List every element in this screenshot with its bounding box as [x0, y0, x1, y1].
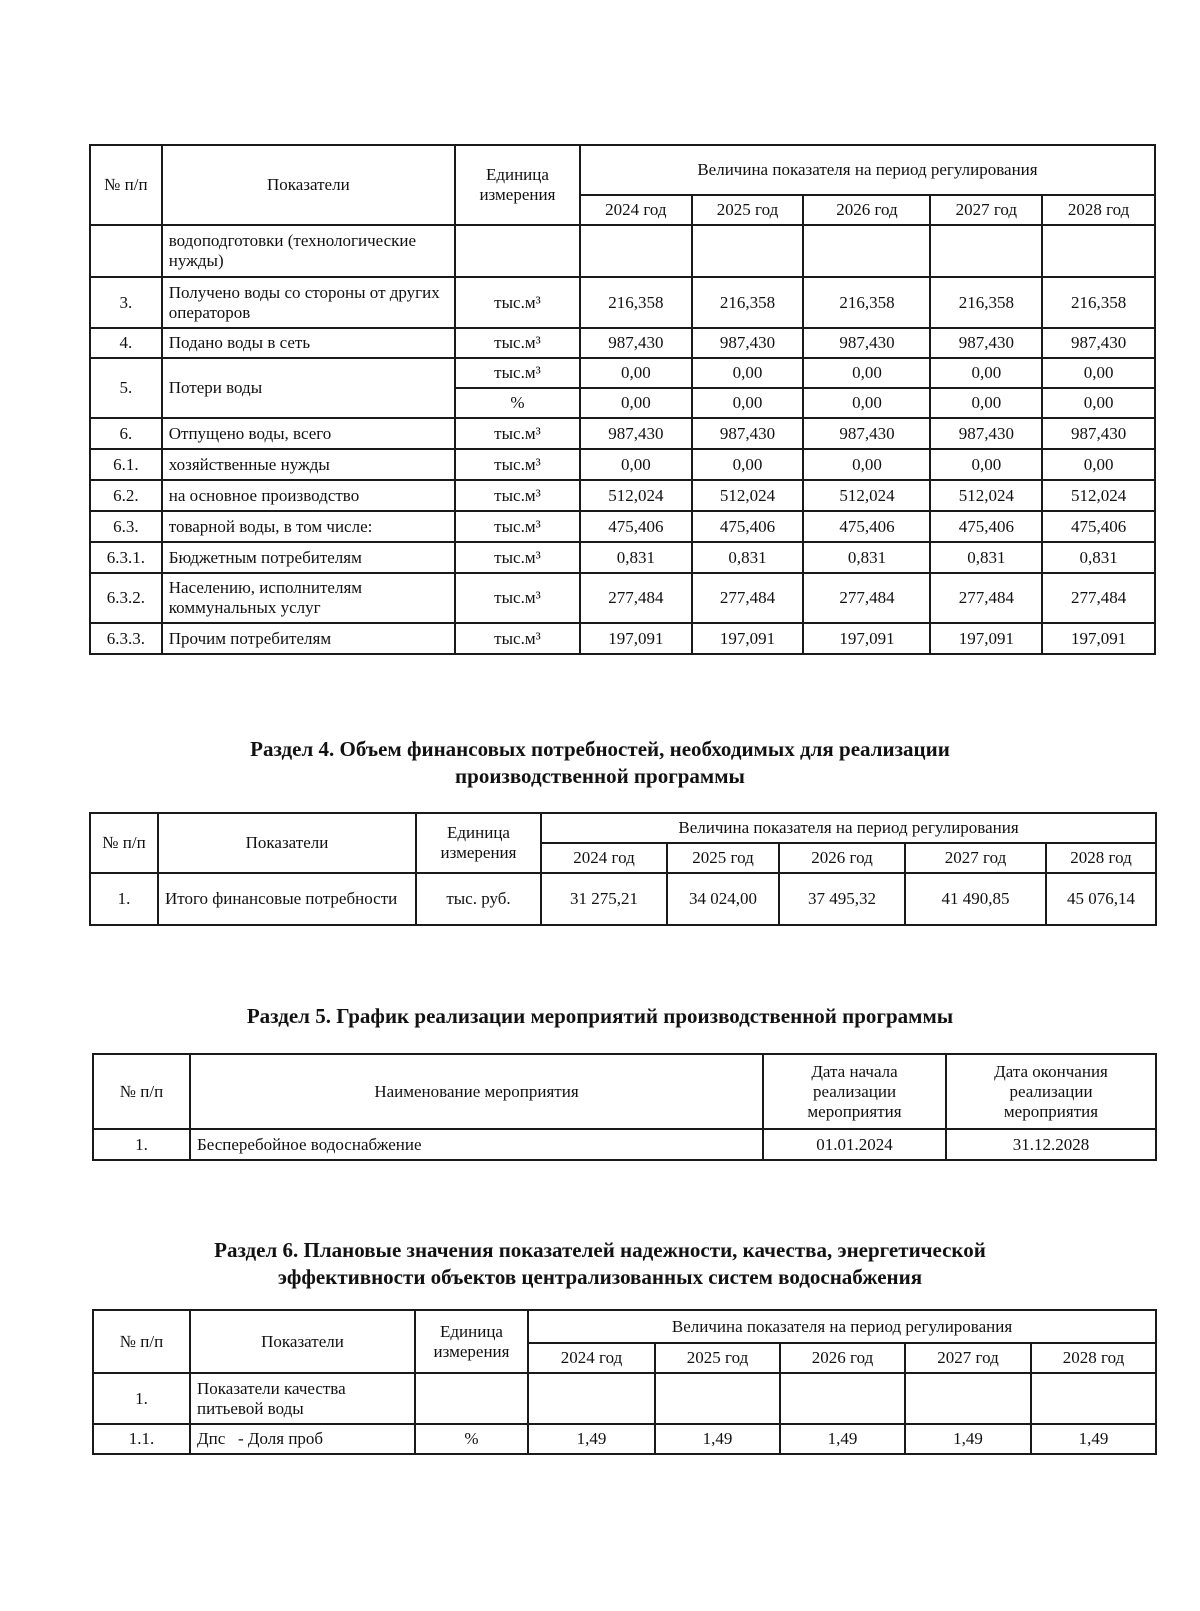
row-unit: тыс.м³ — [455, 277, 580, 328]
row-value — [528, 1373, 655, 1424]
row-value: 197,091 — [1042, 623, 1155, 654]
row-value: 216,358 — [1042, 277, 1155, 328]
section6-title-line2: эффективности объектов централизованных систем водоснабжения — [277, 1265, 923, 1289]
row-unit: тыс.м³ — [455, 511, 580, 542]
row-value: 197,091 — [580, 623, 692, 654]
row-value: 0,831 — [692, 542, 804, 573]
row-unit: тыс. руб. — [416, 873, 541, 925]
row-name: водоподготовки (технологические нужды) — [162, 225, 455, 277]
row-value: 197,091 — [692, 623, 804, 654]
row-value: 0,00 — [930, 449, 1042, 480]
row-value: 987,430 — [692, 328, 804, 358]
row-value: 475,406 — [930, 511, 1042, 542]
row-value: 512,024 — [930, 480, 1042, 511]
header-activity-name: Наименование мероприятия — [190, 1054, 763, 1129]
section5-title-text: Раздел 5. График реализации мероприятий производственной программы — [246, 1004, 954, 1028]
row-value: 0,831 — [803, 542, 930, 573]
row-value: 0,00 — [580, 358, 692, 388]
row-name: Потери воды — [162, 358, 455, 418]
row-unit: тыс.м³ — [455, 358, 580, 388]
row-value: 0,831 — [1042, 542, 1155, 573]
table-row — [90, 573, 1155, 623]
header-year: 2027 год — [930, 195, 1042, 225]
header-unit: Единица измерения — [415, 1310, 528, 1373]
table-row — [90, 277, 1155, 328]
header-start-date: Дата начала реализации мероприятия — [763, 1054, 946, 1129]
row-name: Бесперебойное водоснабжение — [190, 1129, 763, 1160]
row-value: 37 495,32 — [779, 873, 905, 925]
row-value — [692, 225, 804, 277]
header-indicator: Показатели — [190, 1310, 415, 1373]
row-value: 0,831 — [580, 542, 692, 573]
header-year: 2024 год — [528, 1343, 655, 1373]
row-num: 6.3.3. — [90, 623, 162, 654]
header-year: 2026 год — [803, 195, 930, 225]
section4-title — [0, 736, 1200, 790]
row-end-date: 31.12.2028 — [946, 1129, 1156, 1160]
table-row — [93, 1373, 1156, 1424]
header-year: 2028 год — [1046, 843, 1156, 873]
header-unit: Единица измерения — [416, 813, 541, 873]
row-value: 0,00 — [1042, 358, 1155, 388]
row-value: 475,406 — [580, 511, 692, 542]
row-num: 1. — [93, 1373, 190, 1424]
row-value: 45 076,14 — [1046, 873, 1156, 925]
header-unit: Единица измерения — [455, 145, 580, 225]
table-row — [93, 1129, 1156, 1160]
row-value: 0,00 — [803, 358, 930, 388]
row-name: Показатели качества питьевой воды — [190, 1373, 415, 1424]
row-value: 0,00 — [692, 358, 804, 388]
row-unit: тыс.м³ — [455, 542, 580, 573]
row-value: 0,00 — [580, 388, 692, 418]
row-value: 1,49 — [1031, 1424, 1156, 1454]
header-year: 2024 год — [541, 843, 667, 873]
row-name: хозяйственные нужды — [162, 449, 455, 480]
section4-title-line1: Раздел 4. Объем финансовых потребностей, необходимых для реализации — [250, 737, 950, 761]
table-row — [90, 480, 1155, 511]
row-value: 0,00 — [1042, 388, 1155, 418]
row-value: 0,00 — [930, 388, 1042, 418]
row-unit: тыс.м³ — [455, 328, 580, 358]
row-num: 4. — [90, 328, 162, 358]
header-num: № п/п — [93, 1054, 190, 1129]
row-name: Бюджетным потребителям — [162, 542, 455, 573]
table-row — [90, 873, 1156, 925]
row-num: 6.1. — [90, 449, 162, 480]
table-row — [90, 328, 1155, 358]
row-value: 987,430 — [1042, 328, 1155, 358]
section6-title — [0, 1237, 1200, 1291]
row-value: 277,484 — [580, 573, 692, 623]
row-value — [655, 1373, 780, 1424]
row-value: 216,358 — [803, 277, 930, 328]
header-value-title: Величина показателя на период регулирования — [528, 1310, 1156, 1343]
row-value: 1,49 — [655, 1424, 780, 1454]
row-unit — [415, 1373, 528, 1424]
table-row — [90, 449, 1155, 480]
header-year: 2027 год — [905, 1343, 1031, 1373]
header-end-date: Дата окончания реализации мероприятия — [946, 1054, 1156, 1129]
row-value: 1,49 — [905, 1424, 1031, 1454]
row-value: 475,406 — [692, 511, 804, 542]
row-value: 277,484 — [1042, 573, 1155, 623]
header-year: 2028 год — [1042, 195, 1155, 225]
row-unit: тыс.м³ — [455, 449, 580, 480]
row-value: 0,00 — [1042, 449, 1155, 480]
header-indicator: Показатели — [158, 813, 416, 873]
header-num: № п/п — [90, 145, 162, 225]
row-value: 987,430 — [803, 418, 930, 449]
row-value: 31 275,21 — [541, 873, 667, 925]
row-value: 0,00 — [692, 388, 804, 418]
row-unit: % — [415, 1424, 528, 1454]
row-num: 3. — [90, 277, 162, 328]
section4-title-line2: производственной программы — [455, 764, 745, 788]
row-value: 216,358 — [580, 277, 692, 328]
row-value: 987,430 — [1042, 418, 1155, 449]
table-row — [93, 1424, 1156, 1454]
row-value: 0,00 — [930, 358, 1042, 388]
row-value: 987,430 — [803, 328, 930, 358]
row-value: 987,430 — [930, 418, 1042, 449]
row-num: 1. — [93, 1129, 190, 1160]
row-name: Подано воды в сеть — [162, 328, 455, 358]
row-value — [930, 225, 1042, 277]
row-value: 277,484 — [692, 573, 804, 623]
row-value: 1,49 — [780, 1424, 905, 1454]
row-value: 987,430 — [692, 418, 804, 449]
row-value: 197,091 — [803, 623, 930, 654]
water-balance-table — [89, 144, 1156, 655]
financial-needs-table — [89, 812, 1157, 926]
header-value-title: Величина показателя на период регулирования — [541, 813, 1156, 843]
row-value — [905, 1373, 1031, 1424]
row-start-date: 01.01.2024 — [763, 1129, 946, 1160]
schedule-table — [92, 1053, 1157, 1161]
row-value: 1,49 — [528, 1424, 655, 1454]
row-value: 0,00 — [580, 449, 692, 480]
header-value-title: Величина показателя на период регулирования — [580, 145, 1155, 195]
row-name: Населению, исполнителям коммунальных услуг — [162, 573, 455, 623]
table-row — [90, 511, 1155, 542]
row-unit: тыс.м³ — [455, 418, 580, 449]
row-name: Прочим потребителям — [162, 623, 455, 654]
row-value: 512,024 — [692, 480, 804, 511]
header-year: 2025 год — [667, 843, 779, 873]
row-value: 216,358 — [930, 277, 1042, 328]
row-num: 5. — [90, 358, 162, 418]
row-unit: тыс.м³ — [455, 480, 580, 511]
row-name: Получено воды со стороны от других операторов — [162, 277, 455, 328]
row-value: 475,406 — [803, 511, 930, 542]
table-row — [90, 418, 1155, 449]
section5-title — [0, 1003, 1200, 1030]
row-unit: тыс.м³ — [455, 573, 580, 623]
row-name: Итого финансовые потребности — [158, 873, 416, 925]
row-unit: % — [455, 388, 580, 418]
header-year: 2025 год — [655, 1343, 780, 1373]
row-value — [580, 225, 692, 277]
row-unit: тыс.м³ — [455, 623, 580, 654]
header-indicator: Показатели — [162, 145, 455, 225]
row-value: 512,024 — [803, 480, 930, 511]
row-num: 6.2. — [90, 480, 162, 511]
row-value: 197,091 — [930, 623, 1042, 654]
header-num: № п/п — [93, 1310, 190, 1373]
row-value — [780, 1373, 905, 1424]
row-num: 6.3. — [90, 511, 162, 542]
row-name: Отпущено воды, всего — [162, 418, 455, 449]
row-value: 0,00 — [692, 449, 804, 480]
table-row — [90, 623, 1155, 654]
row-num: 6. — [90, 418, 162, 449]
row-value: 987,430 — [930, 328, 1042, 358]
row-value — [1031, 1373, 1156, 1424]
quality-indicators-table — [92, 1309, 1157, 1455]
header-year: 2026 год — [780, 1343, 905, 1373]
row-name: товарной воды, в том числе: — [162, 511, 455, 542]
row-value: 0,00 — [803, 388, 930, 418]
row-value: 987,430 — [580, 328, 692, 358]
row-value — [1042, 225, 1155, 277]
row-value: 512,024 — [1042, 480, 1155, 511]
row-unit — [455, 225, 580, 277]
row-value: 277,484 — [930, 573, 1042, 623]
row-value: 277,484 — [803, 573, 930, 623]
table-row — [90, 225, 1155, 277]
row-value: 987,430 — [580, 418, 692, 449]
row-value: 41 490,85 — [905, 873, 1046, 925]
table-row — [90, 542, 1155, 573]
header-year: 2026 год — [779, 843, 905, 873]
header-year: 2028 год — [1031, 1343, 1156, 1373]
row-num — [90, 225, 162, 277]
row-value: 216,358 — [692, 277, 804, 328]
row-value — [803, 225, 930, 277]
header-year: 2025 год — [692, 195, 804, 225]
section6-title-line1: Раздел 6. Плановые значения показателей надежности, качества, энергетической — [214, 1238, 986, 1262]
row-num: 6.3.2. — [90, 573, 162, 623]
row-value: 0,00 — [803, 449, 930, 480]
row-name: Дпс - Доля проб — [190, 1424, 415, 1454]
header-year: 2024 год — [580, 195, 692, 225]
header-num: № п/п — [90, 813, 158, 873]
row-num: 1. — [90, 873, 158, 925]
row-num: 6.3.1. — [90, 542, 162, 573]
row-value: 0,831 — [930, 542, 1042, 573]
row-value: 34 024,00 — [667, 873, 779, 925]
row-value: 512,024 — [580, 480, 692, 511]
row-num: 1.1. — [93, 1424, 190, 1454]
row-value: 475,406 — [1042, 511, 1155, 542]
row-name: на основное производство — [162, 480, 455, 511]
header-year: 2027 год — [905, 843, 1046, 873]
table-row — [90, 358, 1155, 388]
